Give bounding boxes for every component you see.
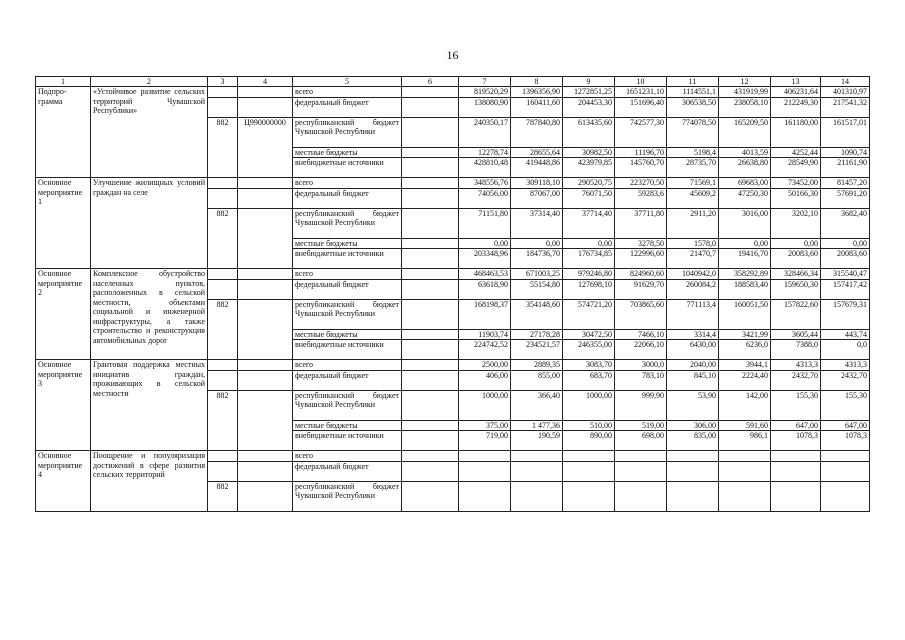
value-cell — [511, 481, 563, 511]
funding-source-cell: республиканский бюджет Чувашской Республики — [293, 481, 402, 511]
value-cell: 3278,50 — [615, 238, 667, 249]
value-cell: 574721,20 — [563, 299, 615, 329]
value-cell: 160411,60 — [511, 97, 563, 117]
value-cell: 76071,50 — [563, 188, 615, 208]
item-type-cell: Основное мероприятие 2 — [36, 269, 91, 360]
funding-source-cell: федеральный бюджет — [293, 188, 402, 208]
value-cell: 1114551,1 — [667, 87, 719, 98]
value-cell: 1 477,36 — [511, 420, 563, 431]
empty-code-cell — [238, 87, 293, 98]
empty-cell — [402, 340, 459, 360]
value-cell: 21161,90 — [821, 158, 870, 178]
value-cell: 824960,60 — [615, 269, 667, 280]
value-cell: 30472,50 — [563, 329, 615, 340]
value-cell: 406,00 — [459, 370, 511, 390]
value-cell — [821, 461, 870, 481]
value-cell: 4252,44 — [771, 147, 821, 158]
funding-source-cell: внебюджетные источники — [293, 158, 402, 178]
value-cell: 47250,30 — [719, 188, 771, 208]
empty-cell — [402, 360, 459, 371]
value-cell: 11903,74 — [459, 329, 511, 340]
value-cell: 306,00 — [667, 420, 719, 431]
column-number-7: 7 — [459, 77, 511, 87]
value-cell: 431919,99 — [719, 87, 771, 98]
empty-code-cell — [238, 451, 293, 462]
column-number-8: 8 — [511, 77, 563, 87]
value-cell: 21470,7 — [667, 249, 719, 269]
value-cell: 0,00 — [511, 238, 563, 249]
value-cell: 45609,2 — [667, 188, 719, 208]
responsible-code-cell: 882 — [208, 299, 238, 360]
value-cell: 0,00 — [821, 238, 870, 249]
value-cell — [719, 451, 771, 462]
funding-source-cell: республиканский бюджет Чувашской Республики — [293, 299, 402, 329]
item-type-cell: Основное мероприятие 4 — [36, 451, 91, 512]
value-cell: 260084,2 — [667, 279, 719, 299]
empty-cell — [402, 147, 459, 158]
value-cell: 142,00 — [719, 390, 771, 420]
value-cell: 647,00 — [771, 420, 821, 431]
empty-cell — [402, 451, 459, 462]
page-number: 16 — [446, 48, 459, 62]
value-cell: 203348,96 — [459, 249, 511, 269]
value-cell: 1396356,90 — [511, 87, 563, 98]
table-row — [36, 178, 870, 189]
classification-code-cell — [238, 390, 293, 451]
value-cell — [459, 451, 511, 462]
value-cell — [719, 481, 771, 511]
empty-cell — [402, 178, 459, 189]
value-cell: 290520,75 — [563, 178, 615, 189]
empty-code-cell — [208, 461, 238, 481]
table-row — [36, 87, 870, 98]
item-name-cell: «Устойчивое развитие сельских территорий Чувашской Республики» — [91, 87, 208, 178]
empty-code-cell — [208, 279, 238, 299]
value-cell — [821, 451, 870, 462]
column-number-row — [36, 77, 870, 87]
empty-code-cell — [238, 97, 293, 117]
value-cell — [511, 451, 563, 462]
value-cell: 168198,37 — [459, 299, 511, 329]
empty-cell — [402, 431, 459, 451]
value-cell: 157417,42 — [821, 279, 870, 299]
column-number-2: 2 — [91, 77, 208, 87]
value-cell: 4313,3 — [821, 360, 870, 371]
value-cell: 157822,60 — [771, 299, 821, 329]
empty-cell — [402, 461, 459, 481]
value-cell: 1090,74 — [821, 147, 870, 158]
empty-cell — [402, 249, 459, 269]
value-cell: 647,00 — [821, 420, 870, 431]
value-cell: 835,00 — [667, 431, 719, 451]
value-cell: 719,00 — [459, 431, 511, 451]
value-cell: 3083,70 — [563, 360, 615, 371]
value-cell: 157679,31 — [821, 299, 870, 329]
empty-code-cell — [238, 461, 293, 481]
value-cell: 1000,00 — [459, 390, 511, 420]
value-cell: 212249,30 — [771, 97, 821, 117]
value-cell: 787840,80 — [511, 117, 563, 147]
value-cell: 28655,64 — [511, 147, 563, 158]
value-cell: 315540,47 — [821, 269, 870, 280]
value-cell: 37314,40 — [511, 208, 563, 238]
funding-source-cell: республиканский бюджет Чувашской Республики — [293, 208, 402, 238]
funding-source-cell: всего — [293, 87, 402, 98]
empty-code-cell — [238, 188, 293, 208]
value-cell — [563, 481, 615, 511]
value-cell: 20083,60 — [771, 249, 821, 269]
value-cell: 2500,00 — [459, 360, 511, 371]
value-cell: 91629,70 — [615, 279, 667, 299]
value-cell: 0,00 — [563, 238, 615, 249]
empty-cell — [402, 97, 459, 117]
value-cell: 127698,10 — [563, 279, 615, 299]
item-type-cell: Подпро-грамма — [36, 87, 91, 178]
table-header — [36, 77, 870, 87]
empty-code-cell — [208, 97, 238, 117]
value-cell: 348556,76 — [459, 178, 511, 189]
value-cell: 309118,10 — [511, 178, 563, 189]
funding-source-cell: местные бюджеты — [293, 420, 402, 431]
value-cell: 122996,60 — [615, 249, 667, 269]
responsible-code-cell: 882 — [208, 117, 238, 178]
value-cell: 703865,60 — [615, 299, 667, 329]
empty-code-cell — [208, 269, 238, 280]
value-cell: 19416,70 — [719, 249, 771, 269]
value-cell: 223270,50 — [615, 178, 667, 189]
value-cell: 155,30 — [821, 390, 870, 420]
empty-cell — [402, 238, 459, 249]
funding-source-cell: всего — [293, 178, 402, 189]
value-cell: 87067,00 — [511, 188, 563, 208]
empty-cell — [402, 158, 459, 178]
value-cell — [563, 461, 615, 481]
value-cell: 12278,74 — [459, 147, 511, 158]
value-cell: 190,59 — [511, 431, 563, 451]
value-cell: 59283,6 — [615, 188, 667, 208]
value-cell: 519,00 — [615, 420, 667, 431]
value-cell — [667, 481, 719, 511]
value-cell: 354148,60 — [511, 299, 563, 329]
funding-source-cell: всего — [293, 360, 402, 371]
value-cell: 783,10 — [615, 370, 667, 390]
item-name-cell: Грантовая поддержка местных инициатив граждан, проживающих в сельской местности — [91, 360, 208, 451]
value-cell: 890,00 — [563, 431, 615, 451]
value-cell: 145760,70 — [615, 158, 667, 178]
value-cell: 3421,99 — [719, 329, 771, 340]
column-number-3: 3 — [208, 77, 238, 87]
value-cell: 855,00 — [511, 370, 563, 390]
value-cell: 613435,60 — [563, 117, 615, 147]
funding-source-cell: местные бюджеты — [293, 329, 402, 340]
empty-cell — [402, 279, 459, 299]
funding-source-cell: внебюджетные источники — [293, 249, 402, 269]
empty-code-cell — [208, 178, 238, 189]
value-cell: 999,90 — [615, 390, 667, 420]
value-cell: 159650,30 — [771, 279, 821, 299]
empty-code-cell — [208, 87, 238, 98]
value-cell: 0,00 — [719, 238, 771, 249]
value-cell: 7466,10 — [615, 329, 667, 340]
value-cell — [667, 461, 719, 481]
value-cell: 55154,80 — [511, 279, 563, 299]
value-cell: 845,10 — [667, 370, 719, 390]
value-cell: 771113,4 — [667, 299, 719, 329]
value-cell: 204453,30 — [563, 97, 615, 117]
value-cell: 151696,40 — [615, 97, 667, 117]
value-cell: 4013,59 — [719, 147, 771, 158]
value-cell: 0,00 — [771, 238, 821, 249]
value-cell: 443,74 — [821, 329, 870, 340]
value-cell: 246355,00 — [563, 340, 615, 360]
table-body — [36, 87, 870, 512]
value-cell — [771, 461, 821, 481]
value-cell: 468463,53 — [459, 269, 511, 280]
value-cell — [615, 451, 667, 462]
value-cell: 358292,89 — [719, 269, 771, 280]
value-cell: 698,00 — [615, 431, 667, 451]
table-row — [36, 451, 870, 462]
value-cell — [459, 461, 511, 481]
value-cell: 7388,0 — [771, 340, 821, 360]
value-cell: 138080,90 — [459, 97, 511, 117]
value-cell: 240350,17 — [459, 117, 511, 147]
column-number-9: 9 — [563, 77, 615, 87]
empty-cell — [402, 188, 459, 208]
value-cell: 6236,0 — [719, 340, 771, 360]
item-name-cell: Комплексное обустройство населенных пунктов, расположенных в сельской местности, объектами социальной и инженерной инфраструктуры, а также строительство и реконструкция автомобильных дорог — [91, 269, 208, 360]
budget-table — [35, 76, 870, 512]
funding-source-cell: федеральный бюджет — [293, 97, 402, 117]
funding-source-cell: федеральный бюджет — [293, 461, 402, 481]
value-cell — [719, 461, 771, 481]
funding-source-cell: республиканский бюджет Чувашской Республики — [293, 117, 402, 147]
empty-cell — [402, 208, 459, 238]
value-cell: 2224,40 — [719, 370, 771, 390]
value-cell — [615, 461, 667, 481]
value-cell: 1272851,25 — [563, 87, 615, 98]
value-cell: 57691,20 — [821, 188, 870, 208]
value-cell: 161517,01 — [821, 117, 870, 147]
value-cell: 63618,90 — [459, 279, 511, 299]
value-cell: 671003,25 — [511, 269, 563, 280]
item-type-cell: Основное мероприятие 3 — [36, 360, 91, 451]
value-cell — [563, 451, 615, 462]
value-cell: 53,90 — [667, 390, 719, 420]
value-cell: 0,00 — [459, 238, 511, 249]
empty-cell — [402, 420, 459, 431]
column-number-4: 4 — [238, 77, 293, 87]
value-cell: 11196,70 — [615, 147, 667, 158]
value-cell: 683,70 — [563, 370, 615, 390]
value-cell: 423979,85 — [563, 158, 615, 178]
funding-source-cell: федеральный бюджет — [293, 279, 402, 299]
value-cell — [511, 461, 563, 481]
empty-cell — [402, 390, 459, 420]
funding-source-cell: федеральный бюджет — [293, 370, 402, 390]
value-cell: 28735,70 — [667, 158, 719, 178]
value-cell: 306538,50 — [667, 97, 719, 117]
value-cell: 510,00 — [563, 420, 615, 431]
value-cell: 819520,29 — [459, 87, 511, 98]
value-cell: 26638,80 — [719, 158, 771, 178]
value-cell — [459, 481, 511, 511]
item-type-cell: Основное мероприятие 1 — [36, 178, 91, 269]
value-cell: 50166,30 — [771, 188, 821, 208]
value-cell: 28549,90 — [771, 158, 821, 178]
value-cell: 3000,0 — [615, 360, 667, 371]
value-cell: 1078,3 — [771, 431, 821, 451]
funding-source-cell: всего — [293, 269, 402, 280]
value-cell: 2040,00 — [667, 360, 719, 371]
empty-code-cell — [238, 360, 293, 371]
value-cell: 37714,40 — [563, 208, 615, 238]
value-cell: 73452,00 — [771, 178, 821, 189]
value-cell: 0,0 — [821, 340, 870, 360]
empty-code-cell — [238, 370, 293, 390]
empty-code-cell — [208, 360, 238, 371]
value-cell: 375,00 — [459, 420, 511, 431]
value-cell: 160051,50 — [719, 299, 771, 329]
empty-cell — [402, 481, 459, 511]
funding-source-cell: всего — [293, 451, 402, 462]
value-cell: 188583,40 — [719, 279, 771, 299]
value-cell: 3605,44 — [771, 329, 821, 340]
funding-source-cell: местные бюджеты — [293, 147, 402, 158]
value-cell: 155,30 — [771, 390, 821, 420]
value-cell: 406231,64 — [771, 87, 821, 98]
empty-cell — [402, 299, 459, 329]
value-cell: 234521,57 — [511, 340, 563, 360]
funding-source-cell: внебюджетные источники — [293, 340, 402, 360]
value-cell: 161180,00 — [771, 117, 821, 147]
empty-code-cell — [238, 279, 293, 299]
funding-source-cell: республиканский бюджет Чувашской Республики — [293, 390, 402, 420]
classification-code-cell: Ц990000000 — [238, 117, 293, 178]
value-cell: 37711,80 — [615, 208, 667, 238]
value-cell: 71151,80 — [459, 208, 511, 238]
value-cell — [771, 451, 821, 462]
value-cell: 2911,20 — [667, 208, 719, 238]
value-cell — [771, 481, 821, 511]
value-cell — [615, 481, 667, 511]
item-name-cell: Улучшение жилищных условий граждан на селе — [91, 178, 208, 269]
value-cell: 428810,48 — [459, 158, 511, 178]
value-cell: 5198,4 — [667, 147, 719, 158]
value-cell: 2889,35 — [511, 360, 563, 371]
value-cell: 22066,10 — [615, 340, 667, 360]
classification-code-cell — [238, 299, 293, 360]
empty-cell — [402, 269, 459, 280]
item-name-cell: Поощрение и популяризация достижений в сфере развития сельских территорий — [91, 451, 208, 512]
column-number-11: 11 — [667, 77, 719, 87]
value-cell: 165209,50 — [719, 117, 771, 147]
table-row — [36, 360, 870, 371]
value-cell: 1578,0 — [667, 238, 719, 249]
value-cell: 3314,4 — [667, 329, 719, 340]
column-number-5: 5 — [293, 77, 402, 87]
responsible-code-cell: 882 — [208, 208, 238, 269]
column-number-1: 1 — [36, 77, 91, 87]
value-cell — [667, 451, 719, 462]
value-cell: 419448,86 — [511, 158, 563, 178]
value-cell: 184736,70 — [511, 249, 563, 269]
value-cell: 217541,32 — [821, 97, 870, 117]
empty-code-cell — [208, 188, 238, 208]
value-cell: 774078,50 — [667, 117, 719, 147]
value-cell: 3682,40 — [821, 208, 870, 238]
empty-cell — [402, 329, 459, 340]
value-cell: 3202,10 — [771, 208, 821, 238]
value-cell: 2432,70 — [771, 370, 821, 390]
value-cell: 1078,3 — [821, 431, 870, 451]
value-cell: 1040942,0 — [667, 269, 719, 280]
value-cell: 401310,97 — [821, 87, 870, 98]
responsible-code-cell: 882 — [208, 390, 238, 451]
funding-source-cell: внебюджетные источники — [293, 431, 402, 451]
funding-source-cell: местные бюджеты — [293, 238, 402, 249]
empty-code-cell — [238, 269, 293, 280]
value-cell: 20083,60 — [821, 249, 870, 269]
value-cell: 4313,3 — [771, 360, 821, 371]
empty-cell — [402, 370, 459, 390]
value-cell — [821, 481, 870, 511]
value-cell: 71569,1 — [667, 178, 719, 189]
classification-code-cell — [238, 481, 293, 511]
value-cell: 2432,70 — [821, 370, 870, 390]
responsible-code-cell: 882 — [208, 481, 238, 511]
empty-code-cell — [208, 370, 238, 390]
value-cell: 69683,00 — [719, 178, 771, 189]
value-cell: 27178,28 — [511, 329, 563, 340]
value-cell: 238058,10 — [719, 97, 771, 117]
column-number-10: 10 — [615, 77, 667, 87]
value-cell: 176734,85 — [563, 249, 615, 269]
classification-code-cell — [238, 208, 293, 269]
value-cell: 979246,80 — [563, 269, 615, 280]
empty-cell — [402, 117, 459, 147]
empty-code-cell — [238, 178, 293, 189]
column-number-14: 14 — [821, 77, 870, 87]
table-row — [36, 269, 870, 280]
value-cell: 3016,00 — [719, 208, 771, 238]
empty-cell — [402, 87, 459, 98]
value-cell: 986,1 — [719, 431, 771, 451]
value-cell: 6430,00 — [667, 340, 719, 360]
value-cell: 30982,50 — [563, 147, 615, 158]
column-number-13: 13 — [771, 77, 821, 87]
empty-code-cell — [208, 451, 238, 462]
value-cell: 591,60 — [719, 420, 771, 431]
value-cell: 74056,00 — [459, 188, 511, 208]
column-number-6: 6 — [402, 77, 459, 87]
value-cell: 81457,20 — [821, 178, 870, 189]
value-cell: 224742,52 — [459, 340, 511, 360]
value-cell: 742577,30 — [615, 117, 667, 147]
value-cell: 1651231,10 — [615, 87, 667, 98]
value-cell: 328466,34 — [771, 269, 821, 280]
value-cell: 366,40 — [511, 390, 563, 420]
column-number-12: 12 — [719, 77, 771, 87]
value-cell: 1000,00 — [563, 390, 615, 420]
value-cell: 3944,1 — [719, 360, 771, 371]
